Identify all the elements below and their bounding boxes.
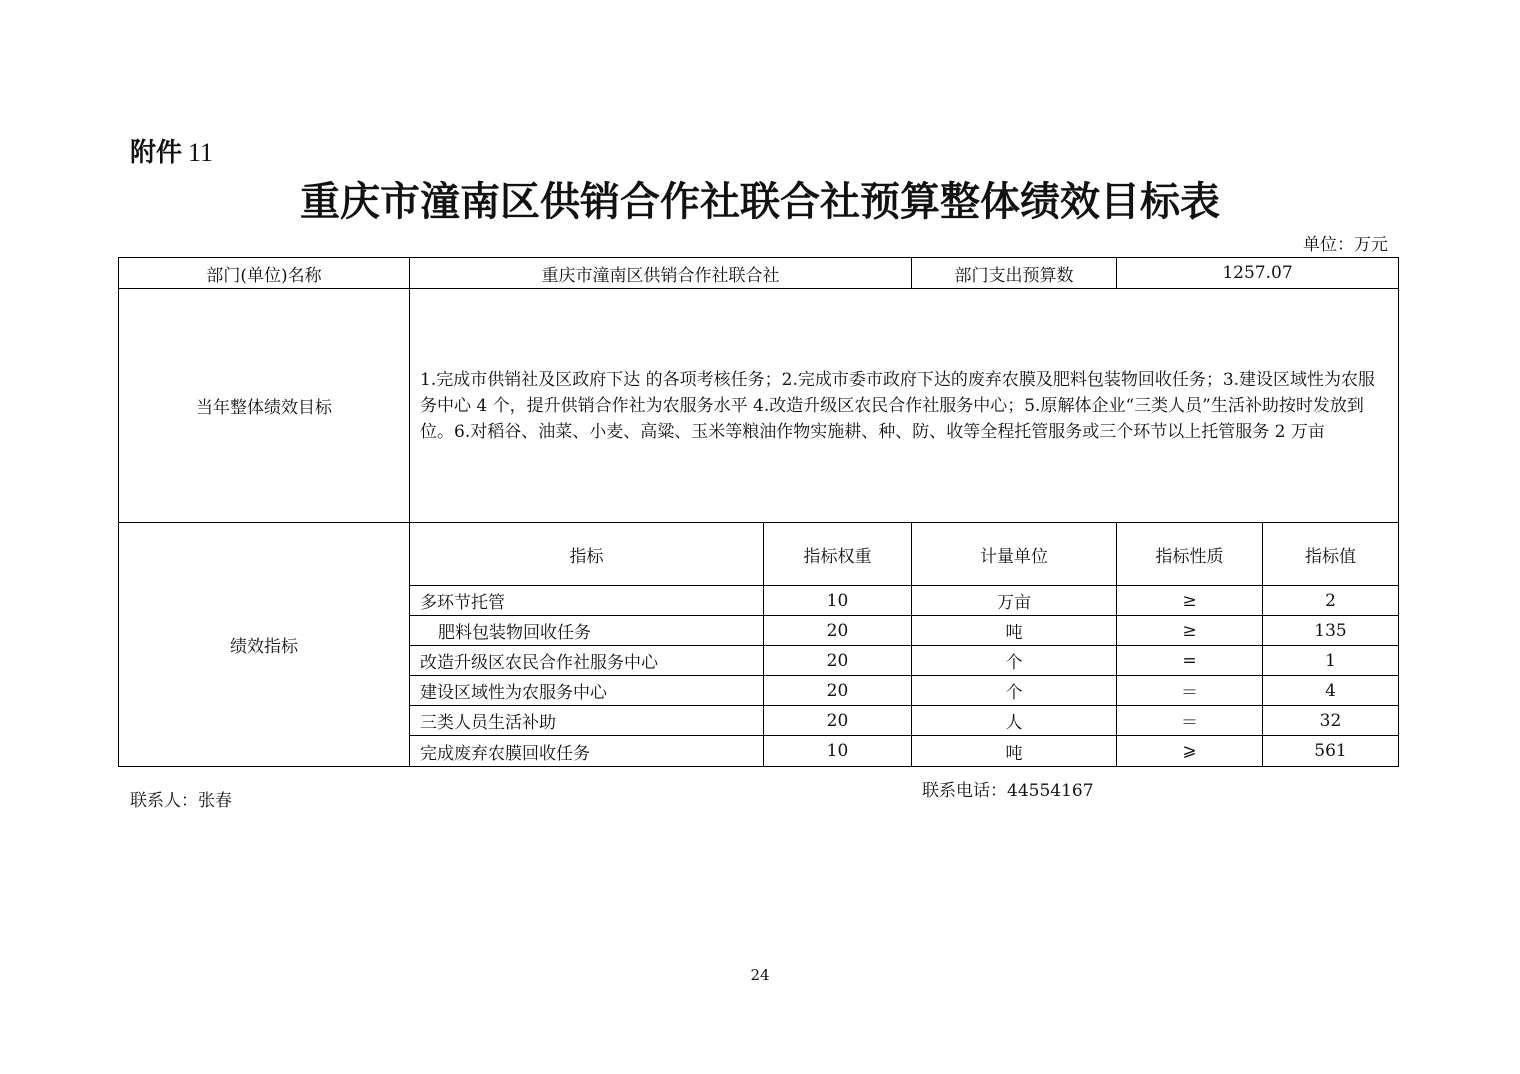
- header-row: [119, 258, 1399, 289]
- indicator-value: 4: [1263, 676, 1399, 706]
- dept-name-label: 部门(单位)名称: [119, 258, 410, 289]
- indicator-nature: =: [1117, 646, 1263, 676]
- column-header: 指标: [410, 523, 764, 586]
- indicator-name: 改造升级区农民合作社服务中心: [410, 646, 764, 676]
- indicator-name: 多环节托管: [410, 586, 764, 616]
- indicator-name: 完成废弃农膜回收任务: [410, 736, 764, 767]
- indicator-weight: 20: [764, 616, 912, 646]
- indicator-weight: 10: [764, 736, 912, 767]
- indicator-weight: 20: [764, 646, 912, 676]
- indicator-nature: ⩾: [1117, 736, 1263, 767]
- indicator-value: 561: [1263, 736, 1399, 767]
- attachment-number: 11: [188, 138, 214, 167]
- dept-name-value: 重庆市潼南区供销合作社联合社: [410, 258, 912, 289]
- indicator-weight: 10: [764, 586, 912, 616]
- attachment-text: 附件: [130, 138, 183, 168]
- indicator-section-label: 绩效指标: [119, 523, 410, 767]
- indicator-nature: ＝: [1117, 676, 1263, 706]
- goal-text: 1.完成市供销社及区政府下达 的各项考核任务；2.完成市委市政府下达的废弃农膜及肥料包装物回收任务；3.建设区域性为农服务中心 4 个，提升供销合作社为农服务水平 4.改造升级区农民合作社服务中心；5.原解体企业“三类人员”生活补助按时发放到位。6.对稻谷、油菜、小麦、高粱、玉米等粮油作物实施耕、种、防、收等全程托管服务或三个环节以上托管服务 2 万亩: [410, 289, 1399, 523]
- indicator-weight: 20: [764, 706, 912, 736]
- indicator-unit: 吨: [912, 736, 1117, 767]
- indicator-unit: 个: [912, 676, 1117, 706]
- budget-label: 部门支出预算数: [912, 258, 1117, 289]
- contact-person: 联系人：张春: [130, 791, 232, 811]
- indicator-unit: 个: [912, 646, 1117, 676]
- indicator-value: 135: [1263, 616, 1399, 646]
- indicator-value: 32: [1263, 706, 1399, 736]
- indicator-nature: ≥: [1117, 616, 1263, 646]
- indicator-unit: 万亩: [912, 586, 1117, 616]
- indicator-nature: ≥: [1117, 586, 1263, 616]
- indicator-weight: 20: [764, 676, 912, 706]
- indicator-name: 三类人员生活补助: [410, 706, 764, 736]
- indicator-name: 建设区域性为农服务中心: [410, 676, 764, 706]
- indicator-header-row: [119, 523, 1399, 586]
- indicator-unit: 吨: [912, 616, 1117, 646]
- column-header: 计量单位: [912, 523, 1117, 586]
- indicator-unit: 人: [912, 706, 1117, 736]
- performance-table: [118, 257, 1399, 767]
- column-header: 指标权重: [764, 523, 912, 586]
- indicator-name: 肥料包装物回收任务: [410, 616, 764, 646]
- goal-row: [119, 289, 1399, 523]
- indicator-nature: ＝: [1117, 706, 1263, 736]
- unit-label: 单位：万元: [1303, 235, 1388, 255]
- column-header: 指标值: [1263, 523, 1399, 586]
- indicator-value: 2: [1263, 586, 1399, 616]
- page-number: 24: [750, 966, 770, 984]
- attachment-label: [130, 132, 213, 169]
- budget-value: 1257.07: [1117, 258, 1399, 289]
- contact-phone: 联系电话：44554167: [922, 781, 1094, 801]
- goal-label: 当年整体绩效目标: [119, 289, 410, 523]
- page-title: 重庆市潼南区供销合作社联合社预算整体绩效目标表: [300, 178, 1220, 225]
- column-header: 指标性质: [1117, 523, 1263, 586]
- indicator-value: 1: [1263, 646, 1399, 676]
